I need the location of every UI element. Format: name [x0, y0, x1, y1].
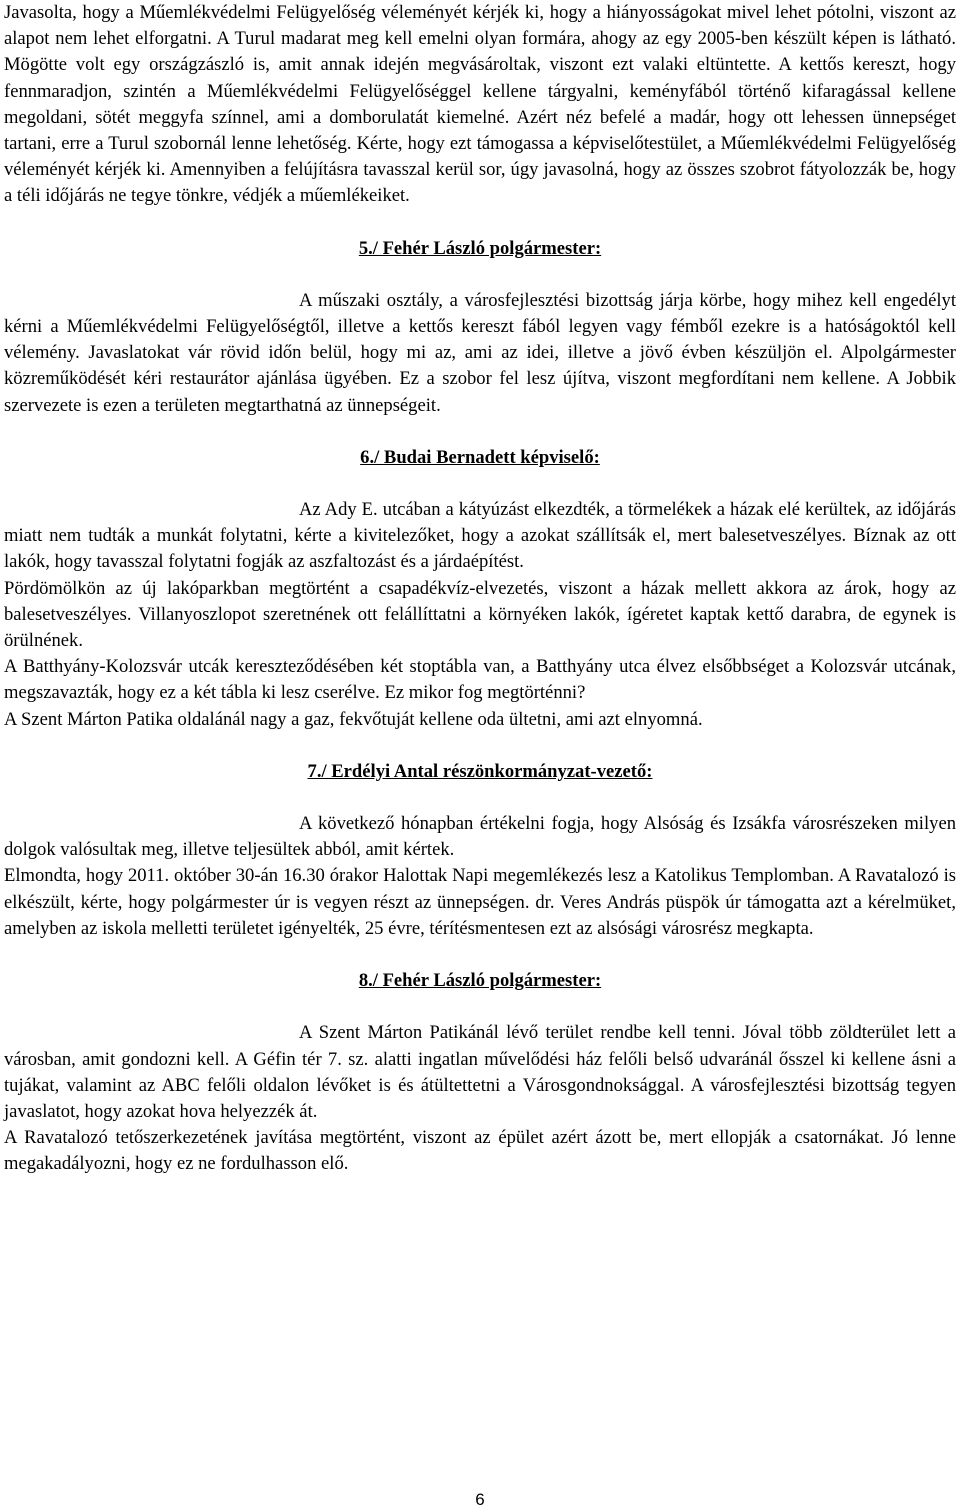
section-8-heading: 8./ Fehér László polgármester: — [358, 970, 602, 992]
spacer — [4, 262, 956, 288]
section-5 — [4, 236, 956, 419]
spacer — [4, 733, 956, 759]
section-8-paragraph-2: A Ravatalozó tetőszerkezetének javítása megtörtént, viszont az épület azért ázott be, mert ellopják a csatornákat. Jó lenne megakadályozni, hogy ez ne fordulhasson elő. — [4, 1127, 956, 1175]
section-6-paragraph-3: A Batthyány-Kolozsvár utcák kereszteződésében két stoptábla van, a Batthyány utca élvez elsőbbséget a Kolozsvár utcának, megszavazták, hogy ez a két tábla ki lesz cserélve. Ez mikor fog megtörténni? — [4, 656, 956, 704]
spacer — [4, 419, 956, 445]
spacer — [4, 471, 956, 497]
section-5-heading: 5./ Fehér László polgármester: — [358, 237, 602, 259]
section-7-paragraph-1: A következő hónapban értékelni fogja, hogy Alsóság és Izsákfa városrészeken milyen dolgok valósultak meg, illetve teljesültek abból, amit kértek. — [4, 813, 956, 861]
section-8-paragraph-1: A Szent Márton Patikánál lévő terület rendbe kell tenni. Jóval több zöldterület lett a városban, amit gondozni kell. A Géfin tér 7. sz. alatti ingatlan művelődési ház felőli belső udvaránál ősszel ki kellene ásni a tujákat, valamint az ABC felőli oldalon lévőket is és átültettetni a Városgondnoksággal. A városfejlesztési bizottság tegyen javaslatot, hogy azokat hova helyezzék át. — [4, 1022, 956, 1122]
section-5-paragraph-1: A műszaki osztály, a városfejlesztési bizottság járja körbe, hogy mihez kell engedélyt kérni a Műemlékvédelmi Felügyelőségtől, illetve a kettős kereszt fából legyen vagy fémből ezekre is a hatóságoktól kell vélemény. Javaslatokat vár rövid időn belül, hogy mi az, ami az idei, illetve a jövő évben készüljön el. Alpolgármester közreműködését kéri restaurátor ajánlása ügyében. Ez a szobor fel lesz újítva, viszont megfordítani nem kellene. A Jobbik szervezete is ezen a területen megtarthatná az ünnepségeit. — [4, 289, 956, 416]
section-7 — [4, 759, 956, 942]
intro-paragraph: Javasolta, hogy a Műemlékvédelmi Felügyelőség véleményét kérjék ki, hogy a hiányosságokat mivel lehet pótolni, viszont az alapot nem lehet elforgatni. A Turul madarat meg kell emelni olyan formára, ahogy az egy 2005-ben készült képen is látható. Mögötte volt egy országzászló is, amit annak idején megvásároltak, viszont ezt valaki eltüntette. A kettős kereszt, hogy fennmaradjon, szintén a Műemlékvédelmi Felügyelőséggel kellene tárgyalni, keményfából történő kifaragással kellene megoldani, sötét meggyfa színnel, ami a domborulatát kiemelné. Azért néz befelé a madár, hogy ott lehessen ünnepséget tartani, erre a Turul szobornál lenne lehetőség. Kérte, hogy ezt támogassa a képviselőtestület, a Műemlékvédelmi Felügyelőség véleményét kérjék ki. Amennyiben a felújításra tavasszal kerül sor, úgy javasolná, hogy az összes szobrot fátyolozzák be, hogy a téli időjárás ne tegye tönkre, védjék a műemlékeiket. — [4, 2, 956, 207]
section-6-paragraph-4: A Szent Márton Patika oldalánál nagy a gaz, fekvőtuját kellene oda ültetni, ami azt elnyomná. — [4, 708, 703, 730]
section-7-paragraph-2: Elmondta, hogy 2011. október 30-án 16.30 órakor Halottak Napi megemlékezés lesz a Katolikus Templomban. A Ravatalozó is elkészült, kérte, hogy polgármester úr is vegyen részt az ünnepségen. dr. Veres András püspök úr támogatta azt a kérelmüket, amelyben az iskola melletti területet igényelték, 25 évre, térítésmentesen ezt az alsósági városrész megkapta. — [4, 865, 956, 939]
section-6-paragraph-2: Pördömölkön az új lakóparkban megtörtént a csapadékvíz-elvezetés, viszont a házak mellett akkora az árok, hogy az balesetveszélyes. Villanyoszlopot szeretnének ott felállíttatni a környéken lakók, ígéretet kaptak kettő darabra, de egynek is örülnének. — [4, 577, 956, 652]
spacer — [4, 210, 956, 236]
page-number: 6 — [475, 1490, 485, 1509]
section-7-heading: 7./ Erdélyi Antal részönkormányzat-vezető: — [307, 760, 653, 782]
document-body — [4, 0, 956, 1178]
spacer — [4, 785, 956, 811]
section-6-heading: 6./ Budai Bernadett képviselő: — [360, 446, 600, 468]
spacer — [4, 942, 956, 968]
spacer — [4, 994, 956, 1020]
section-8 — [4, 968, 956, 1177]
section-6 — [4, 445, 956, 733]
section-6-paragraph-1: Az Ady E. utcában a kátyúzást elkezdték, a törmelékek a házak elé kerültek, az időjárás miatt nem tudták a munkát folytatni, kérte a kivitelezőket, hogy a azokat szállítsák el, mert balesetveszélyes. Bíznak az ott lakók, hogy tavasszal folytatni fogják az aszfaltozást és a járdaépítést. — [4, 499, 956, 573]
